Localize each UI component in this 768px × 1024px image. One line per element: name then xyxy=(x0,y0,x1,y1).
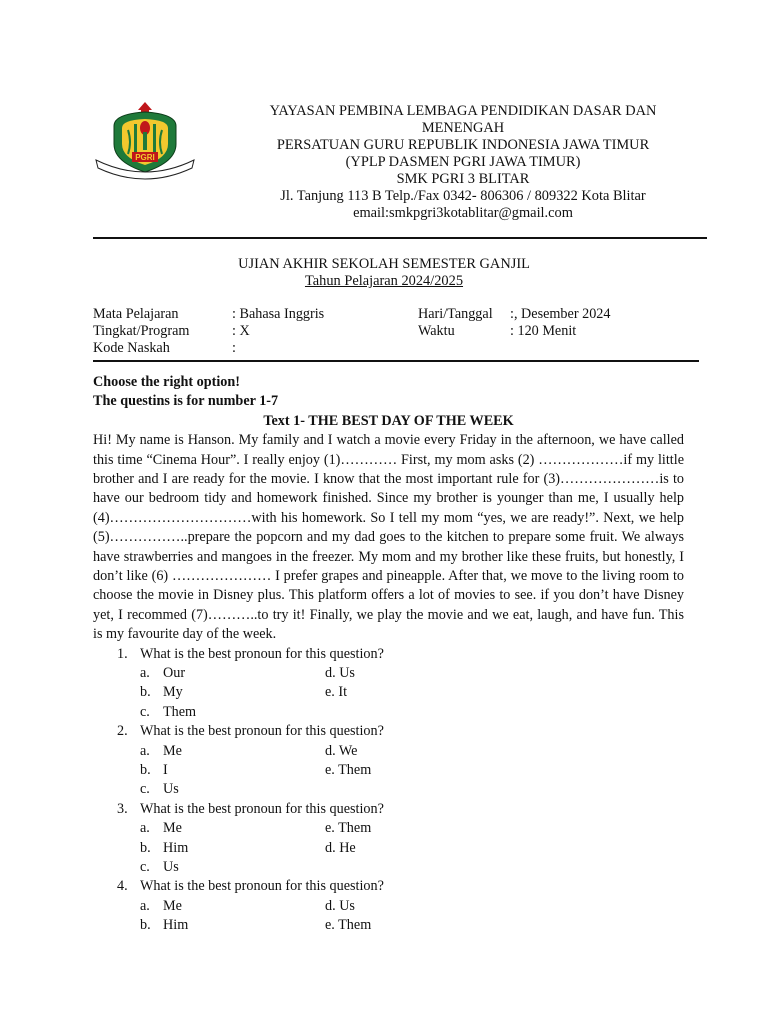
header-line: (YPLP DASMEN PGRI JAWA TIMUR) xyxy=(345,154,581,170)
logo-ribbon-text: PGRI xyxy=(135,153,155,162)
option-text: I xyxy=(163,762,168,779)
option-letter: c. xyxy=(140,781,150,798)
option-row xyxy=(93,780,684,799)
question-text: What is the best pronoun for this question? xyxy=(140,800,384,817)
option-letter: b. xyxy=(140,762,151,779)
question xyxy=(93,877,684,896)
option-row xyxy=(93,916,684,935)
header-line: email:smkpgri3kotablitar@gmail.com xyxy=(353,205,573,221)
code-label: Kode Naskah xyxy=(93,340,170,356)
header-line: Jl. Tanjung 113 B Telp./Fax 0342- 806306 / 809322 Kota Blitar xyxy=(280,188,646,204)
question-number: 1. xyxy=(117,645,128,662)
option-row xyxy=(93,761,684,780)
option-text: d. We xyxy=(325,742,358,759)
level-label: Tingkat/Program xyxy=(93,323,190,339)
letterhead xyxy=(228,103,698,222)
question-text: What is the best pronoun for this question? xyxy=(140,878,384,895)
option-letter: b. xyxy=(140,839,151,856)
option-row xyxy=(93,839,684,858)
question-number: 2. xyxy=(117,723,128,740)
question xyxy=(93,645,684,664)
option-text: d. He xyxy=(325,839,356,856)
header-line: MENENGAH xyxy=(421,120,505,136)
question-range: The questins is for number 1-7 xyxy=(93,393,279,410)
option-text: Them xyxy=(163,703,197,720)
code-value: : xyxy=(232,340,236,356)
option-text: Me xyxy=(163,820,182,837)
header-line: SMK PGRI 3 BLITAR xyxy=(396,171,530,187)
option-text: Me xyxy=(163,742,182,759)
time-value: : 120 Menit xyxy=(510,323,577,339)
option-text: Our xyxy=(163,665,186,682)
option-row xyxy=(93,742,684,761)
option-text: e. Them xyxy=(325,917,372,934)
option-text: e. Them xyxy=(325,762,372,779)
option-letter: a. xyxy=(140,665,150,682)
subject-label: Mata Pelajaran xyxy=(93,306,179,322)
option-letter: a. xyxy=(140,897,150,914)
option-row xyxy=(93,819,684,838)
question-number: 4. xyxy=(117,878,128,895)
option-text: Me xyxy=(163,897,182,914)
level-value: : X xyxy=(232,323,250,339)
question xyxy=(93,722,684,741)
header-divider xyxy=(93,237,707,239)
option-letter: a. xyxy=(140,742,150,759)
question xyxy=(93,800,684,819)
school-logo xyxy=(92,100,198,182)
option-row xyxy=(93,858,684,877)
subject-value: : Bahasa Inggris xyxy=(232,306,325,322)
exam-title: UJIAN AKHIR SEKOLAH SEMESTER GANJIL xyxy=(238,256,530,272)
reading-passage: Hi! My name is Hanson. My family and I watch a movie every Friday in the afternoon, we have called this time “Cinema Hour”. I really enjoy (1)………… First, my mom asks (2) ………………if my little brother and I are ready for the movie. I know that the most important rule for (3)…………………is to have our bedroom tidy and homework finished. Since my brother is younger than me, I usually help (4)…………………………with his homework. So I tell my mom “yes, we are ready!”. Next, we help (5)……………..prepare the popcorn and my dad goes to the kitchen to prepare some fruit. We always have strawberries and mangoes in the freezer. My mom and my brother like these fruits, but honestly, I don’t like (6) ………………… I prefer grapes and pineapple. After that, we move to the living room to choose the movie in Disney plus. This platform offers a lot of movies to see. if you don’t have Disney yet, I recommed (7)………..to try it! Finally, we play the movie and we eat, laugh, and have fun. This is my favourite day of the week. xyxy=(93,432,684,643)
option-letter: a. xyxy=(140,820,150,837)
option-text: Us xyxy=(163,858,179,875)
exam-year xyxy=(92,273,676,290)
question-text: What is the best pronoun for this question? xyxy=(140,645,384,662)
option-row xyxy=(93,897,684,916)
option-text: d. Us xyxy=(325,897,355,914)
academic-year: Tahun Pelajaran 2024/2025 xyxy=(304,273,464,289)
meta-divider xyxy=(93,360,699,362)
date-value: :, Desember 2024 xyxy=(510,306,611,322)
option-text: Us xyxy=(163,781,179,798)
date-label: Hari/Tanggal xyxy=(418,306,493,322)
exam-content xyxy=(93,373,684,936)
text-title: Text 1- THE BEST DAY OF THE WEEK xyxy=(263,412,514,429)
option-text: Him xyxy=(163,839,189,856)
time-label: Waktu xyxy=(418,323,455,339)
header-line: PERSATUAN GURU REPUBLIK INDONESIA JAWA TIMUR xyxy=(276,137,650,153)
option-row xyxy=(93,703,684,722)
option-row xyxy=(93,664,684,683)
option-text: e. It xyxy=(325,684,348,701)
option-text: My xyxy=(163,684,183,701)
option-text: Him xyxy=(163,917,189,934)
header-line: YAYASAN PEMBINA LEMBAGA PENDIDIKAN DASAR DAN xyxy=(269,103,657,119)
option-letter: b. xyxy=(140,917,151,934)
question-number: 3. xyxy=(117,800,128,817)
question-text: What is the best pronoun for this question? xyxy=(140,723,384,740)
option-text: d. Us xyxy=(325,665,355,682)
option-letter: c. xyxy=(140,858,150,875)
option-row xyxy=(93,683,684,702)
option-letter: c. xyxy=(140,703,150,720)
pgri-emblem-icon xyxy=(92,100,198,182)
option-text: e. Them xyxy=(325,820,372,837)
option-letter: b. xyxy=(140,684,151,701)
instruction: Choose the right option! xyxy=(93,374,241,390)
